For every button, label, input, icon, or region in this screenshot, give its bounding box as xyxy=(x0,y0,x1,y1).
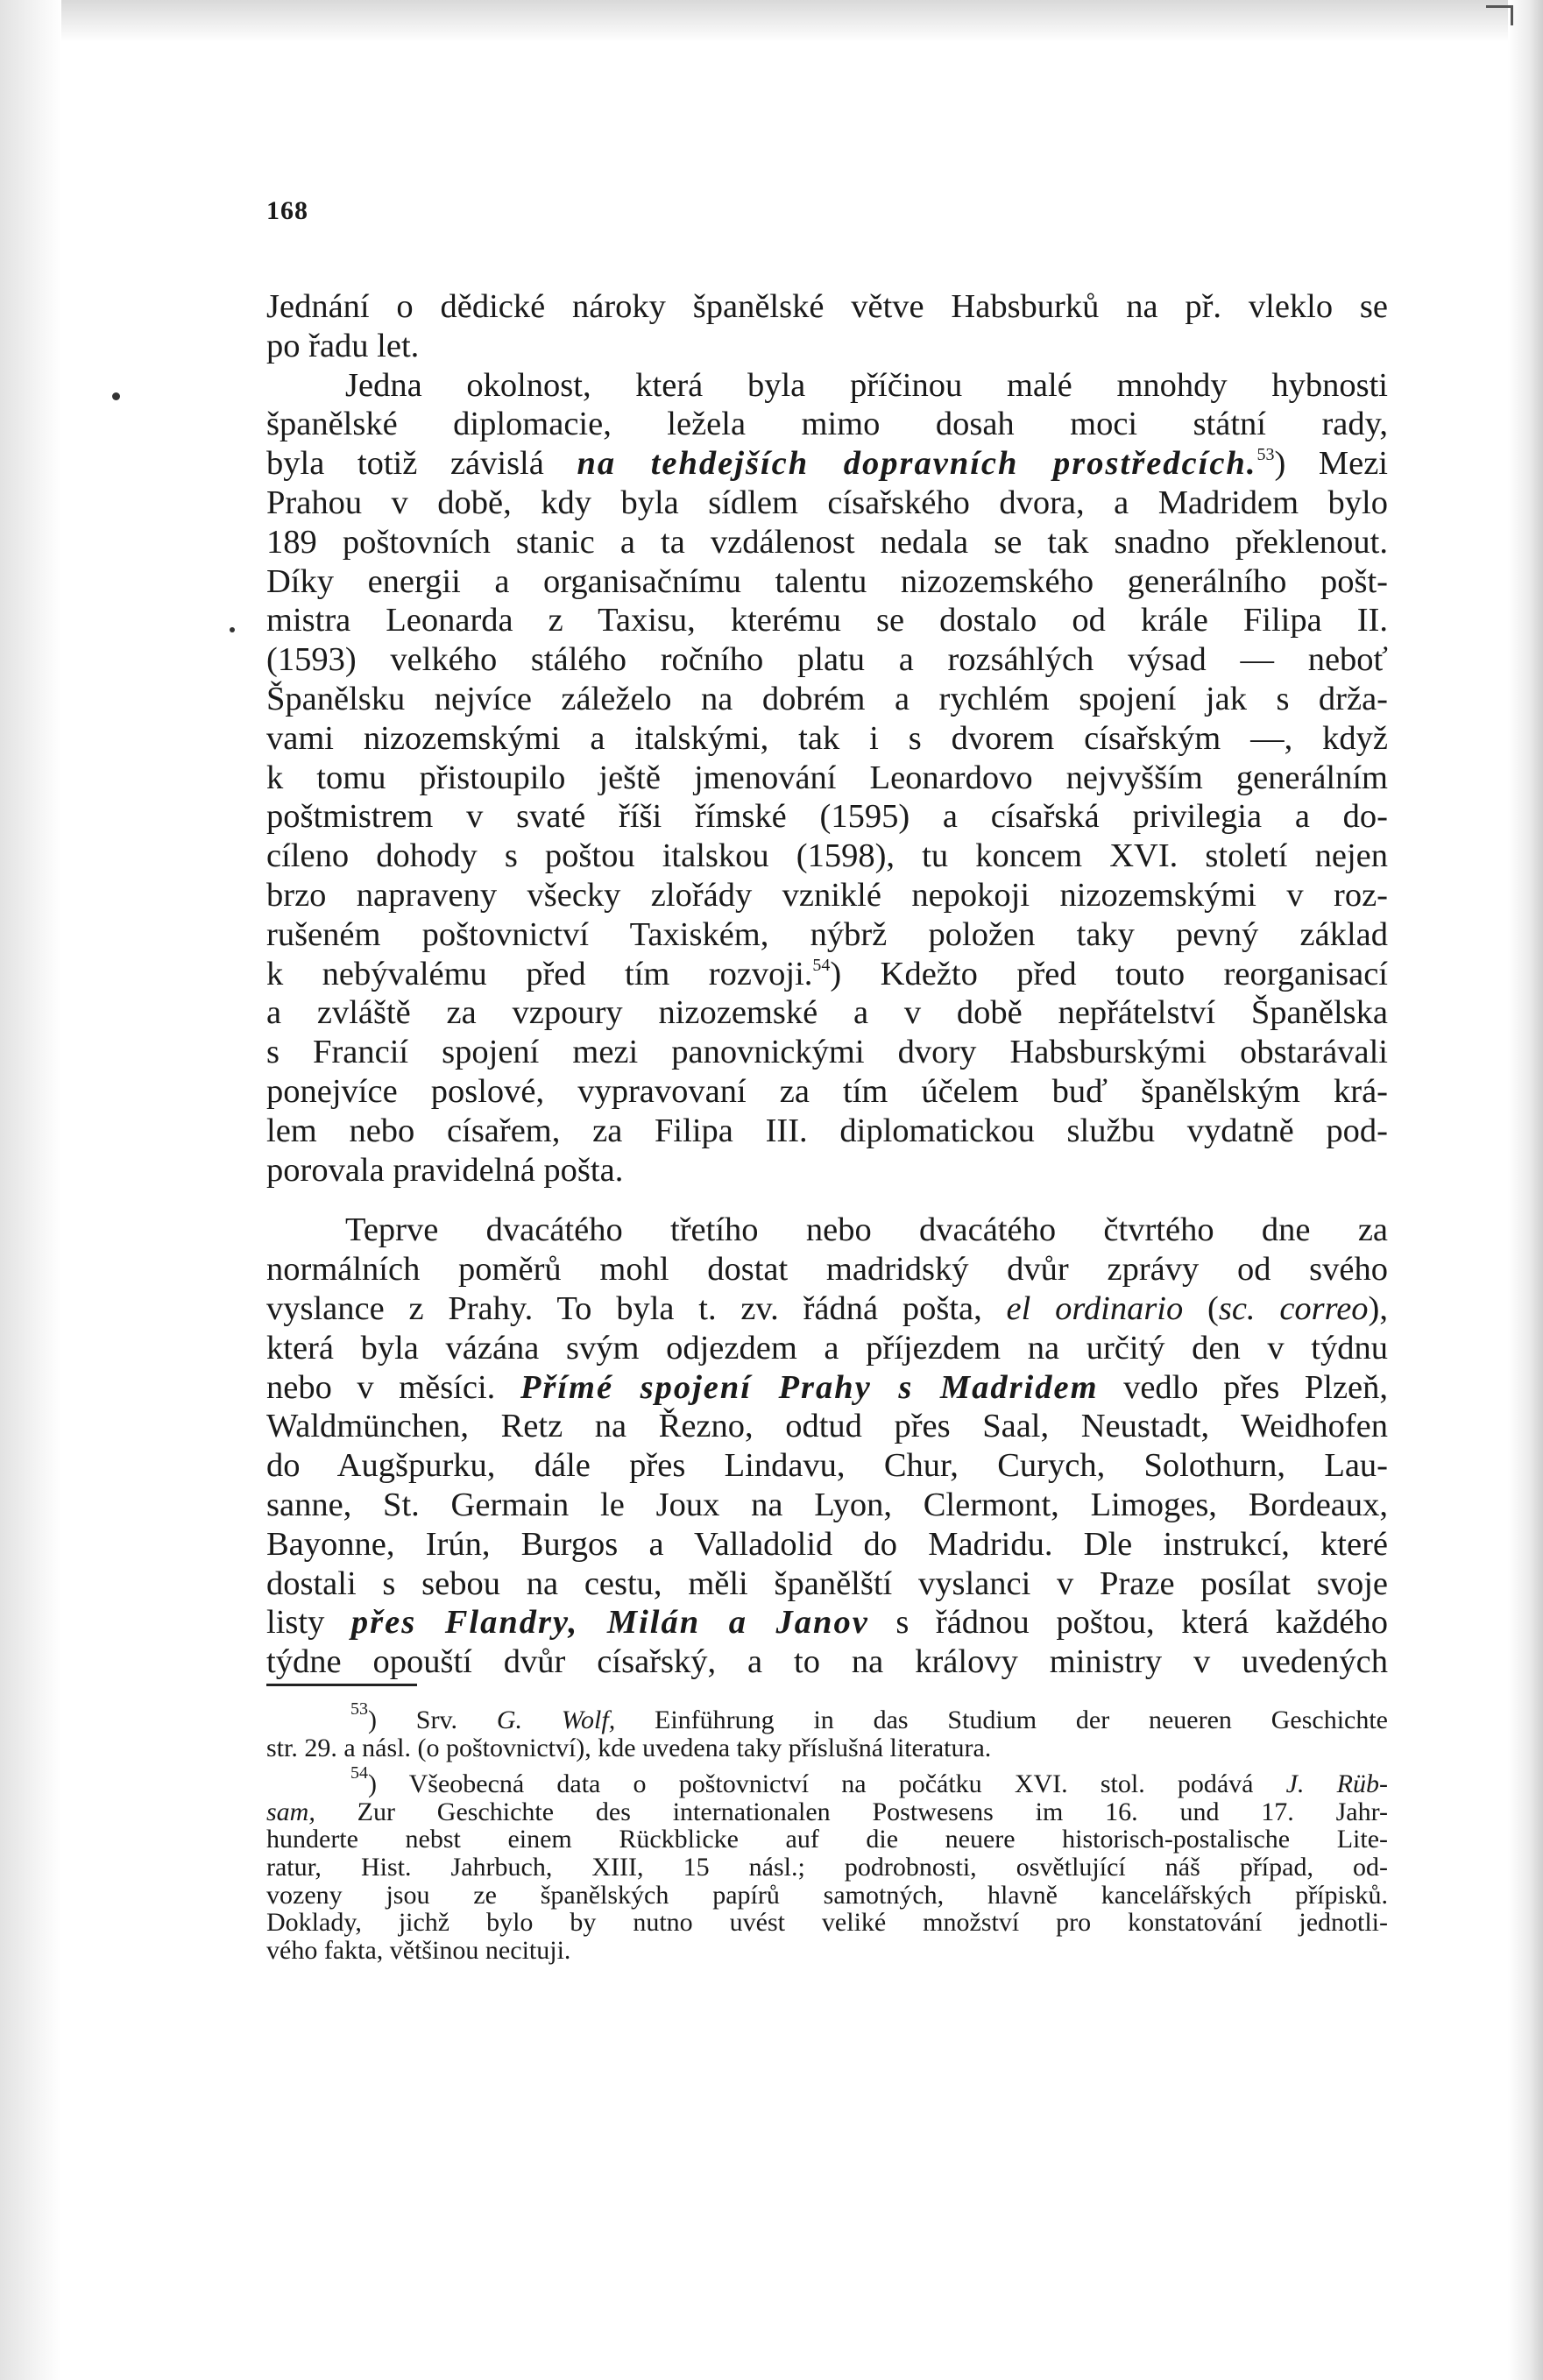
emphasis: el ordinario xyxy=(1006,1289,1184,1327)
text-run: ) Mezi xyxy=(1274,445,1388,483)
emphasis: sc. correo xyxy=(1218,1289,1369,1327)
text-line: brzo napraveny všecky zlořády vzniklé nepokoji nizozemskými v roz- xyxy=(266,876,1388,914)
corner-crop-mark xyxy=(1486,5,1513,25)
body-text xyxy=(266,287,1388,1682)
emphasis: na tehdejších dopravních prostředcích. xyxy=(577,445,1257,483)
text-line: rušeném poštovnictví Taxiském, nýbrž položen taky pevný základ xyxy=(266,915,1388,953)
text-line: Waldmünchen, Retz na Řezno, odtud přes Saal, Neustadt, Weidhofen xyxy=(266,1408,1388,1445)
text-line xyxy=(266,1289,1388,1329)
text-line xyxy=(266,444,1388,484)
text-run: nebo v měsíci. xyxy=(266,1368,520,1406)
footnote-marker-54: 54 xyxy=(350,1763,368,1783)
text-line: cíleno dohody s poštou italskou (1598), tu koncem XVI. století nejen xyxy=(266,837,1388,875)
text-line: Jedna okolnost, která byla příčinou malé mnohdy hybnosti xyxy=(345,366,1388,404)
text-run: s řádnou poštou, která každého xyxy=(868,1604,1388,1642)
text-line xyxy=(266,955,1388,994)
text-run: ) Všeobecná data o poštovnictví na počátku XVI. stol. podává xyxy=(368,1769,1286,1799)
text-line: Bayonne, Irún, Burgos a Valladolid do Madridu. Dle instrukcí, které xyxy=(266,1525,1388,1563)
footnote-line: vozeny jsou ze španělských papírů samotných, hlavně kancelářských přípisků. xyxy=(266,1880,1388,1910)
emphasis: sam, xyxy=(266,1797,315,1826)
text-line: Teprve dvacátého třetího nebo dvacátého čtvrtého dne za xyxy=(345,1211,1388,1249)
text-line xyxy=(266,1603,1388,1642)
text-line: lem nebo císařem, za Filipa III. diplomatickou službu vydatně pod- xyxy=(266,1112,1388,1149)
text-line: porovala pravidelná pošta. xyxy=(266,1151,624,1189)
text-run: listy xyxy=(266,1604,351,1642)
text-run: ), xyxy=(1368,1289,1388,1327)
emphasis: G. Wolf, xyxy=(496,1706,616,1734)
margin-dot xyxy=(230,627,235,632)
footnote-line: vého fakta, většinou necituji. xyxy=(266,1935,571,1965)
text-line: s Francií spojení mezi panovnickými dvory Habsburskými obstarávali xyxy=(266,1034,1388,1071)
emphasis: Přímé spojení Prahy s Madridem xyxy=(520,1368,1099,1406)
text-run: vedlo přes Plzeň, xyxy=(1098,1368,1388,1406)
text-line: 189 poštovních stanic a ta vzdálenost nedala se tak snadno překlenout. xyxy=(266,523,1388,561)
footnote-line: hunderte nebst einem Rückblicke auf die neuere historisch-postalische Lite- xyxy=(266,1825,1388,1854)
text-run: k nebývalému před tím rozvoji. xyxy=(266,955,813,992)
text-line: vami nizozemskými a italskými, tak i s dvorem císařským —, když xyxy=(266,719,1388,757)
text-line: normálních poměrů mohl dostat madridský dvůr zprávy od svého xyxy=(266,1251,1388,1289)
text-line: do Augšpurku, dále přes Lindavu, Chur, Curych, Solothurn, Lau- xyxy=(266,1447,1388,1485)
text-run: byla totiž závislá xyxy=(266,445,577,483)
footnote-line xyxy=(266,1699,1388,1734)
text-line: Prahou v době, kdy byla sídlem císařského dvora, a Madridem bylo xyxy=(266,484,1388,521)
text-line: Jednání o dědické nároky španělské větve Habsburků na př. vleklo se xyxy=(266,288,1388,325)
text-line: po řadu let. xyxy=(266,327,420,364)
paragraph-gap xyxy=(266,1190,1388,1211)
text-line: dostali s sebou na cestu, měli španělští vyslanci v Praze posílat svoje xyxy=(266,1564,1388,1602)
footnote-line: Doklady, jichž bylo by nutno uvést veliké množství pro konstatování jednotli- xyxy=(266,1908,1388,1938)
emphasis: přes Flandry, Milán a Janov xyxy=(350,1604,869,1642)
text-run: vyslance z Prahy. To byla t. zv. řádná pošta, xyxy=(266,1289,1007,1327)
page-number: 168 xyxy=(266,196,308,225)
text-line: (1593) velkého stálého ročního platu a rozsáhlých výsad — neboť xyxy=(266,641,1388,679)
text-line: která byla vázána svým odjezdem a příjezdem na určitý den v týdnu xyxy=(266,1329,1388,1367)
text-line: k tomu přistoupilo ještě jmenování Leonardovo nejvyšším generálním xyxy=(266,759,1388,796)
footnotes xyxy=(266,1699,1388,1965)
footnote-ref-53: 53 xyxy=(1256,445,1275,465)
text-line: a zvláště za vzpoury nizozemské a v době nepřátelství Španělska xyxy=(266,994,1388,1032)
text-line: španělské diplomacie, ležela mimo dosah moci státní rady, xyxy=(266,406,1388,443)
text-line: Španělsku nejvíce záleželo na dobrém a rychlém spojení jak s drža- xyxy=(266,680,1388,717)
scan-shadow-top xyxy=(0,0,1543,42)
footnote-rule xyxy=(266,1684,417,1686)
margin-dot xyxy=(112,392,120,400)
scan-shadow-left xyxy=(0,0,61,2380)
text-line: mistra Leonarda z Taxisu, kterému se dostalo od krále Filipa II. xyxy=(266,602,1388,639)
emphasis: J. Rüb- xyxy=(1285,1769,1388,1799)
text-run: ) Kdežto před touto reorganisací xyxy=(830,955,1388,992)
text-run: Einführung in das Studium der neueren Geschichte xyxy=(615,1706,1388,1734)
text-run: Zur Geschichte des internationalen Postwesens im 16. und 17. Jahr- xyxy=(315,1797,1388,1826)
footnote-line: str. 29. a násl. (o poštovnictví), kde uvedena taky příslušná literatura. xyxy=(266,1733,992,1762)
text-line: sanne, St. Germain le Joux na Lyon, Clermont, Limoges, Bordeaux, xyxy=(266,1486,1388,1523)
text-line: Díky energii a organisačnímu talentu nizozemského generálního pošt- xyxy=(266,562,1388,600)
footnote-line: ratur, Hist. Jahrbuch, XIII, 15 násl.; podrobnosti, osvětlující náš případ, od- xyxy=(266,1852,1388,1882)
text-line xyxy=(266,1368,1388,1408)
text-line: ponejvíce poslové, vypravovaní za tím účelem buď španělským krá- xyxy=(266,1072,1388,1110)
footnote-line xyxy=(266,1763,1388,1799)
footnote-ref-54: 54 xyxy=(812,955,831,975)
scan-shadow-right xyxy=(1508,0,1543,2380)
footnote-marker-53: 53 xyxy=(350,1699,368,1719)
text-line: týdne opouští dvůr císařský, a to na královy ministry v uvedených xyxy=(266,1643,1388,1681)
text-line: poštmistrem v svaté říši římské (1595) a císařská privilegia a do- xyxy=(266,798,1388,836)
footnote-line xyxy=(266,1798,1388,1826)
text-run: ) Srv. xyxy=(368,1706,497,1734)
text-run: ( xyxy=(1183,1289,1219,1327)
